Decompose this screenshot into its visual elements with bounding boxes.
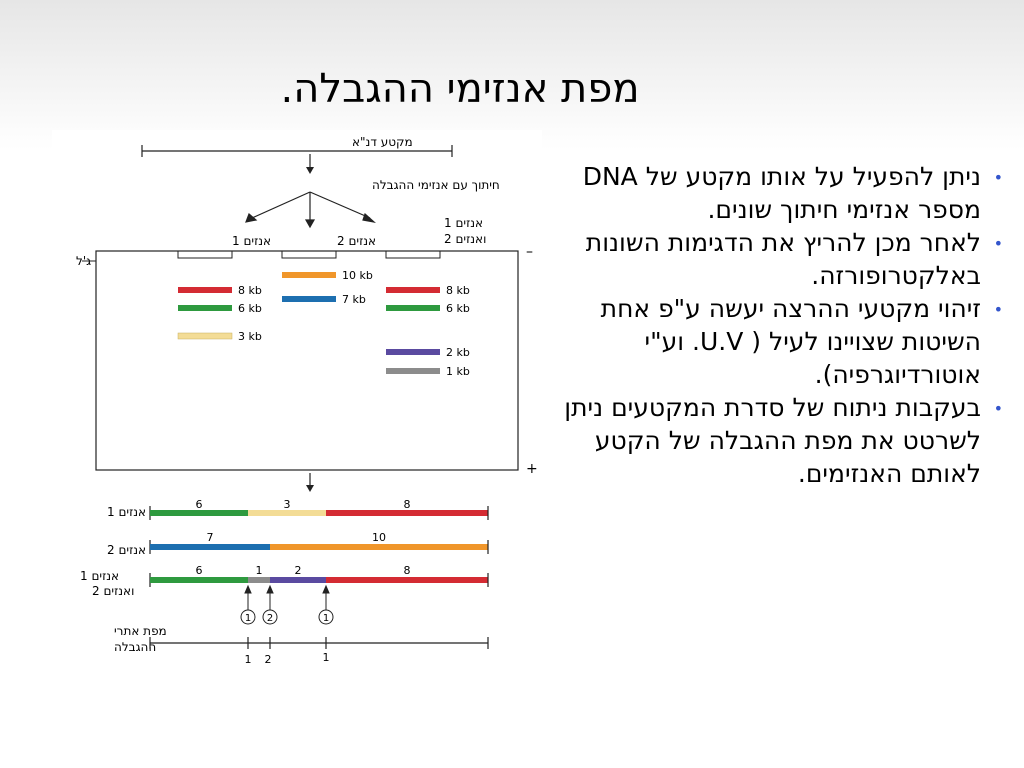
map-row2-label-7: 7 [206,531,214,544]
bullet-dot-icon: • [993,399,1003,418]
bullet-item [548,292,1003,391]
map-row3-seg-2 [270,577,326,583]
map-row2-seg-10 [270,544,488,550]
site-number-1b: 1 [322,651,330,664]
bullet-item [548,226,1003,292]
dna-segment-label: מקטע דנ"א [352,135,413,149]
bullet-text: זיהוי מקטעי ההרצה יעשה ע"פ אחת השיטות שצויינו לעיל ( U.V. וע"י אוטורדיוגרפיה). [600,294,981,389]
site-number-1a: 1 [244,653,252,666]
lane-label-enzyme2-both: ואנזים 2 [444,232,487,246]
figure-svg [52,130,542,670]
map-row3-label-8: 8 [403,564,411,577]
band-label-lane3-6kb: 6 kb [446,302,470,315]
lane-label-enzyme1-both: אנזים 1 [444,216,484,230]
circled-marker-1a-text: 1 [244,613,252,624]
band-lane2-10kb [282,272,336,278]
well-lane2 [282,251,336,258]
circled-marker-1b-text: 1 [322,613,330,624]
map-row1-label: אנזים 1 [107,505,147,519]
map-row3-label-2: 2 [294,564,302,577]
bullet-dot-icon: • [993,300,1003,319]
cutting-label: חיתוך עם אנזימי ההגבלה [372,178,500,192]
map-row3-label-1: 1 [255,564,263,577]
dna-segment [142,135,452,157]
bullet-dot-icon: • [993,168,1003,187]
bullet-dot-icon: • [993,234,1003,253]
map-row3-label-6: 6 [195,564,203,577]
restriction-map-figure [52,130,542,670]
minus-sign: – [526,244,533,260]
map-row3-label-line2: ואנזים 2 [92,584,135,598]
band-label-lane1-6kb: 6 kb [238,302,262,315]
band-label-lane2-10kb: 10 kb [342,269,373,282]
band-lane3-8kb [386,287,440,293]
well-lane3 [386,251,440,258]
gel-label: ג'ל [76,254,92,268]
map-row1-label-8: 8 [403,498,411,511]
bullet-item [548,391,1003,490]
band-lane1-8kb [178,287,232,293]
slide-title: מפת אנזימי ההגבלה. [280,66,640,112]
bullet-text: ניתן להפעיל על אותו מקטע של DNA מספר אנזימי חיתוך שונים. [582,162,981,224]
band-label-lane3-1kb: 1 kb [446,365,470,378]
site-map-label-line2: ההגבלה [114,640,157,654]
band-lane3-1kb [386,368,440,374]
plus-sign: + [526,461,538,477]
bullet-text: לאחר מכן להריץ את הדגימות השונות באלקטרופורזה. [585,228,981,290]
arrow-head [306,167,314,174]
map-row3-seg-6 [150,577,248,583]
map-row3-label-line1: אנזים 1 [80,569,120,583]
map-row2-seg-7 [150,544,270,550]
bullet-text: בעקבות ניתוח של סדרת המקטעים ניתן לשרטט את מפת ההגבלה של הקטע לאותם האנזימים. [564,393,981,488]
bullet-list [548,160,1003,490]
well-lane1 [178,251,232,258]
arrow-head-2 [306,485,314,492]
map-row3-seg-1 [248,577,270,583]
site-number-2: 2 [264,653,272,666]
bullet-item [548,160,1003,226]
band-lane2-7kb [282,296,336,302]
map-row3-seg-8 [326,577,488,583]
band-label-lane1-8kb: 8 kb [238,284,262,297]
band-lane3-6kb [386,305,440,311]
site-map-label-line1: מפת אתרי [114,624,167,638]
band-label-lane3-2kb: 2 kb [446,346,470,359]
band-label-lane3-8kb: 8 kb [446,284,470,297]
map-row1-label-3: 3 [283,498,291,511]
band-label-lane1-3kb: 3 kb [238,330,262,343]
band-lane1-3kb [178,333,232,339]
map-row2-label: אנזים 2 [107,543,147,557]
lane-label-enzyme2: אנזים 2 [337,234,377,248]
map-row2-label-10: 10 [372,531,386,544]
circled-marker-2-text: 2 [266,613,274,624]
branch-arrows [246,192,374,227]
band-lane3-2kb [386,349,440,355]
map-row1-label-6: 6 [195,498,203,511]
band-label-lane2-7kb: 7 kb [342,293,366,306]
site-arrows [245,586,329,610]
band-lane1-6kb [178,305,232,311]
lane-label-enzyme1: אנזים 1 [232,234,272,248]
